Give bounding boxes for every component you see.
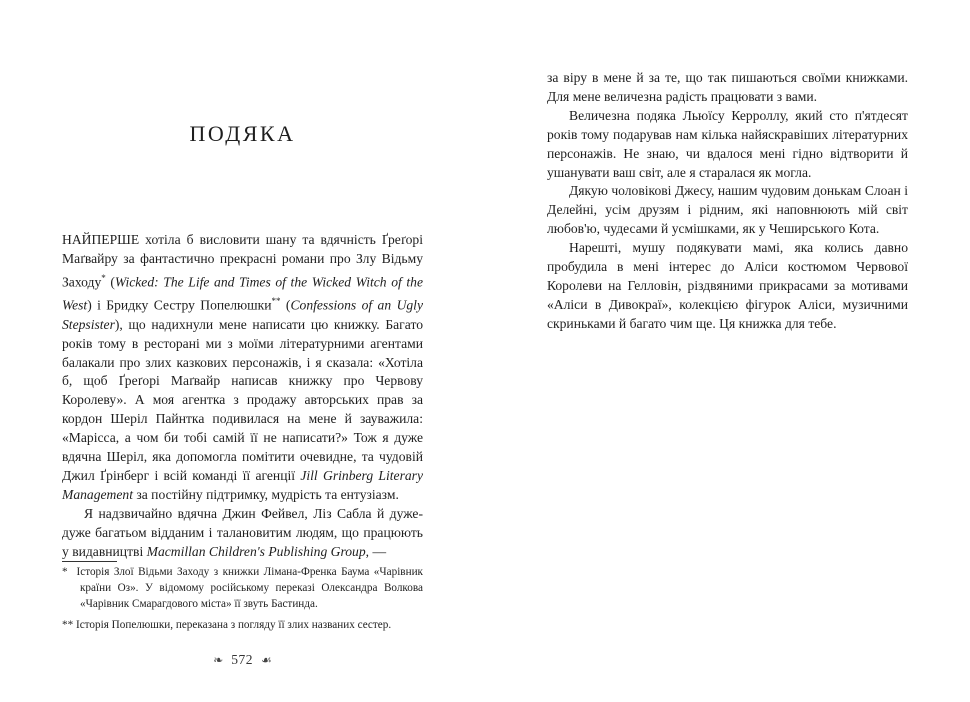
italic-title: Confessions of an Ugly Stepsister (62, 297, 423, 332)
paragraph-text: ( (280, 297, 291, 313)
footnote-2 (62, 618, 423, 634)
paragraph-mother: Нарешті, мушу подякувати мамі, яка колись давно пробудила в мені інтерес до Аліси костюмом Червової Королеви на Гелловін, різдвяними прикрасами за мотивами «Аліси в Дивокраї», колекцією фігурок Аліси, музичними скриньками й багато чим ще. Ця книжка для тебе. (547, 240, 908, 331)
footnotes (62, 565, 423, 634)
footnote-2-text: Історія Попелюшки, переказана з погляду її злих названих сестер. (75, 619, 392, 632)
paragraph-lead-word: НАЙПЕРШЕ (62, 232, 140, 247)
paragraph-text: Я надзвичайно вдячна Джин Фейвел, Ліз Сабла й дуже-дуже багатьом відданим і талановитим людям, що працюють у видавництві (62, 505, 423, 559)
paragraph-continuation: за віру в мене й за те, що так пишаються своїми книжками. Для мене величезна радість працювати з вами. (547, 70, 908, 104)
footnote-mark: ** (271, 296, 281, 307)
right-body-text (547, 69, 908, 334)
italic-title: Wicked: The Life and Times of the Wicked Witch of the West (62, 274, 423, 313)
left-ornament-icon: ❧ (213, 653, 224, 667)
paragraph-1 (62, 231, 423, 505)
paragraph-text: ) і Бридку Сестру Попелюшки (87, 297, 272, 313)
footnote-1-text: Історія Злої Відьми Заходу з книжки Лімана-Френка Баума «Чарівник країни Оз». У відомому російському переказі Олександра Волкова «Чарівник Смарагдового міста» її звуть Бастинда. (76, 566, 423, 610)
italic-publisher-name: Macmillan Children's Publishing Group (146, 543, 366, 559)
footnote-1-mark: * (62, 566, 68, 578)
paragraph-family: Дякую чоловікові Джесу, нашим чудовим донькам Слоан і Делейні, усім друзям і рідним, які наповнюють мій світ любов'ю, чудесами й усмішками, як у Чеширського Кота. (547, 183, 908, 237)
paragraph-text: , — (365, 543, 387, 559)
italic-agency-name: Jill Grinberg Literary Management (62, 467, 423, 502)
page-number: 572 (231, 652, 254, 667)
footnote-divider (62, 561, 117, 562)
footnote-1 (62, 565, 423, 612)
chapter-heading: ПОДЯКА (189, 121, 296, 146)
footnote-2-mark: ** (62, 619, 74, 632)
left-body-text (62, 231, 423, 561)
paragraph-text: за постійну підтримку, мудрість та ентузіазм. (132, 486, 399, 502)
footnote-mark: * (101, 272, 106, 283)
paragraph-text: хотіла б висловити шану та вдячність Ґреґорі Маґвайру за фантастично прекрасні романи про Злу Відьму Заходу (62, 232, 423, 290)
page-folio (62, 652, 423, 668)
right-ornament-icon: ☙ (261, 653, 272, 667)
paragraph-text: ), що надихнули мене написати цю книжку. Багато років тому в ресторані ми з моїми літературними агентами балакали про злих казкових персонажів, і я сказала: «Хотіла б, щоб Ґреґорі Маґвайр написав книжку про Червову Королеву». А моя агентка з продажу авторських прав за кордон Шеріл Пайнтка подивилася на мене й зауважила: «Марісса, а чом би тобі самій її не написати?» Тож я дуже вдячна Шеріл, яка допомогла помітити очевидне, та чудовій Джил Ґрінберг і всій команді її агенції (62, 316, 423, 483)
paragraph-text: ( (105, 274, 115, 290)
paragraph-carroll: Величезна подяка Льюїсу Керроллу, який сто п'ятдесят років тому подарував нам кілька найяскравіших літературних персонажів. Не знаю, чи вдалося мені гідно відтворити й ушанувати ваш світ, але я старалася як могла. (547, 107, 908, 180)
paragraph-2 (62, 505, 423, 562)
